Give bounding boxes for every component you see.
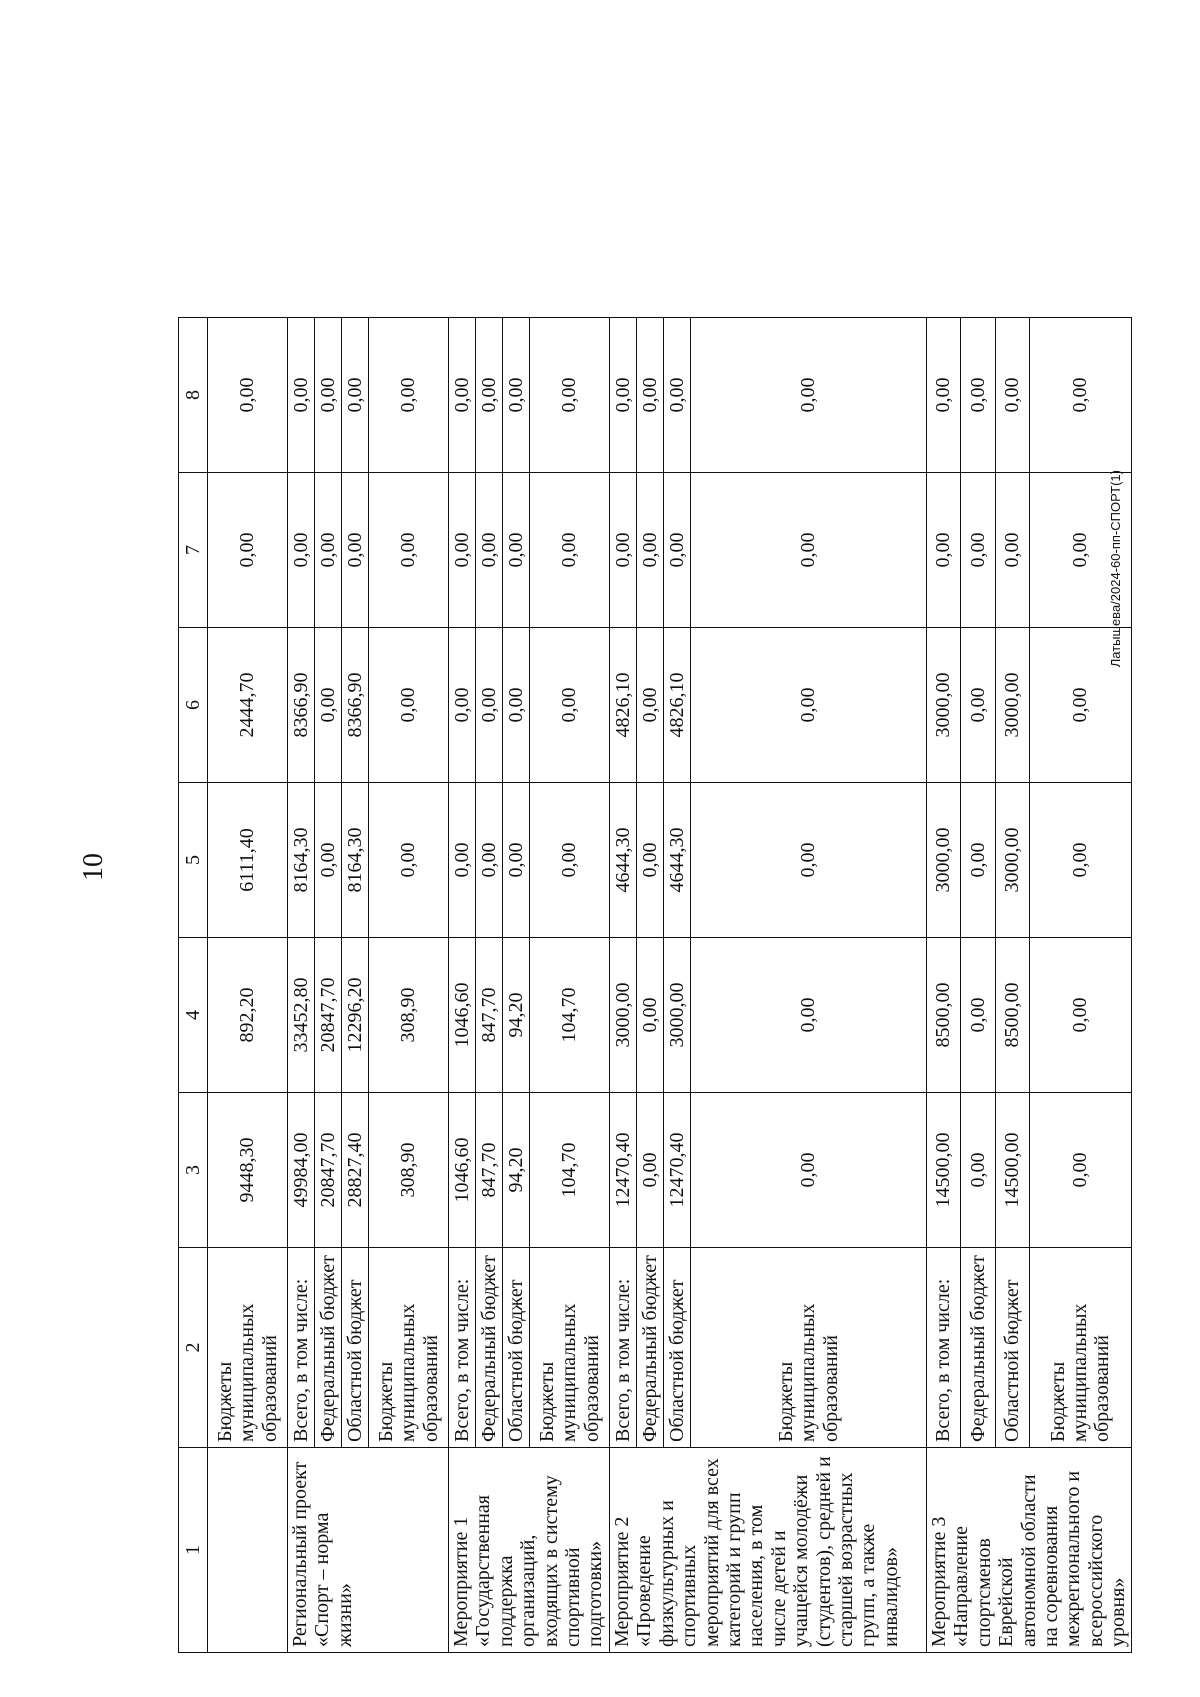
- amount-cell: 0,00: [691, 1093, 927, 1248]
- footer-doc-id: Латышева/2024-60-пп-СПОРТ(1): [1108, 470, 1123, 668]
- amount-cell: 0,00: [691, 473, 927, 628]
- amount-cell: 0,00: [664, 473, 691, 628]
- amount-cell: 0,00: [961, 938, 995, 1093]
- amount-cell: 0,00: [961, 473, 995, 628]
- amount-cell: 0,00: [369, 628, 449, 783]
- amount-cell: 0,00: [664, 318, 691, 473]
- amount-cell: 0,00: [530, 783, 610, 938]
- column-header: 1: [179, 1448, 208, 1653]
- column-header: 4: [179, 938, 208, 1093]
- column-header: 3: [179, 1093, 208, 1248]
- funding-source: Бюджеты муниципальных образований: [691, 1248, 927, 1448]
- amount-cell: 8500,00: [927, 938, 961, 1093]
- amount-cell: 12470,40: [610, 1093, 637, 1248]
- column-header: 5: [179, 783, 208, 938]
- amount-cell: 3000,00: [610, 938, 637, 1093]
- amount-cell: 0,00: [369, 318, 449, 473]
- funding-source: Всего, в том числе:: [449, 1248, 476, 1448]
- amount-cell: 12296,20: [342, 938, 369, 1093]
- amount-cell: 0,00: [503, 628, 530, 783]
- amount-cell: 94,20: [503, 938, 530, 1093]
- group-label: Мероприятие 3 «Направление спортсменов Еврейской автономной области на соревнования межрегионального и всероссийского уровня»: [928, 1470, 1130, 1647]
- amount-cell: 0,00: [637, 473, 664, 628]
- amount-cell: 0,00: [530, 318, 610, 473]
- amount-cell: 4644,30: [610, 783, 637, 938]
- amount-cell: 0,00: [342, 473, 369, 628]
- amount-cell: 0,00: [315, 473, 342, 628]
- amount-cell: 0,00: [637, 783, 664, 938]
- amount-cell: 3000,00: [995, 783, 1029, 938]
- amount-cell: 0,00: [1029, 318, 1131, 473]
- amount-cell: 0,00: [449, 628, 476, 783]
- amount-cell: 4644,30: [664, 783, 691, 938]
- amount-cell: 0,00: [637, 628, 664, 783]
- amount-cell: 0,00: [1029, 938, 1131, 1093]
- header-row: [179, 318, 208, 1653]
- amount-cell: 33452,80: [288, 938, 315, 1093]
- amount-cell: 0,00: [208, 473, 288, 628]
- group-label: Мероприятие 2 «Проведение физкультурных и спортивных мероприятий для всех категорий и групп населения, в том числе детей и учащейся молодёжи (студентов), средней и старшей возрастных групп, а также инвалидов»: [611, 1456, 902, 1647]
- amount-cell: 0,00: [369, 783, 449, 938]
- amount-cell: 308,90: [369, 938, 449, 1093]
- amount-cell: 0,00: [637, 938, 664, 1093]
- amount-cell: 0,00: [449, 783, 476, 938]
- funding-source: Всего, в том числе:: [927, 1248, 961, 1448]
- amount-cell: 0,00: [995, 473, 1029, 628]
- amount-cell: 0,00: [449, 473, 476, 628]
- amount-cell: 8366,90: [342, 628, 369, 783]
- amount-cell: 4826,10: [664, 628, 691, 783]
- amount-cell: 0,00: [315, 628, 342, 783]
- amount-cell: 20847,70: [315, 1093, 342, 1248]
- amount-cell: 0,00: [1029, 473, 1131, 628]
- amount-cell: 104,70: [530, 1093, 610, 1248]
- amount-cell: 0,00: [927, 318, 961, 473]
- amount-cell: 0,00: [342, 318, 369, 473]
- table-row: [610, 318, 637, 1653]
- amount-cell: 0,00: [961, 783, 995, 938]
- amount-cell: 9448,30: [208, 1093, 288, 1248]
- funding-source: Областной бюджет: [995, 1248, 1029, 1448]
- amount-cell: 0,00: [691, 318, 927, 473]
- budget-table: [178, 317, 1132, 1653]
- amount-cell: 0,00: [476, 318, 503, 473]
- funding-source: Всего, в том числе:: [288, 1248, 315, 1448]
- funding-source: Всего, в том числе:: [610, 1248, 637, 1448]
- amount-cell: 3000,00: [995, 628, 1029, 783]
- table-row: [449, 318, 476, 1653]
- group-label-cell: [208, 1448, 288, 1653]
- amount-cell: 0,00: [637, 1093, 664, 1248]
- column-header: 6: [179, 628, 208, 783]
- funding-source: Федеральный бюджет: [637, 1248, 664, 1448]
- amount-cell: 20847,70: [315, 938, 342, 1093]
- amount-cell: 0,00: [476, 628, 503, 783]
- amount-cell: 847,70: [476, 938, 503, 1093]
- funding-source: Областной бюджет: [664, 1248, 691, 1448]
- funding-source: Бюджеты муниципальных образований: [530, 1248, 610, 1448]
- page-number: 10: [78, 853, 109, 881]
- amount-cell: 0,00: [530, 473, 610, 628]
- amount-cell: 8500,00: [995, 938, 1029, 1093]
- amount-cell: 0,00: [691, 783, 927, 938]
- amount-cell: 308,90: [369, 1093, 449, 1248]
- group-label: Региональный проект «Спорт – норма жизни»: [289, 1461, 356, 1647]
- amount-cell: 6111,40: [208, 783, 288, 938]
- amount-cell: 0,00: [503, 318, 530, 473]
- amount-cell: 847,70: [476, 1093, 503, 1248]
- amount-cell: 0,00: [503, 473, 530, 628]
- group-label-cell: [449, 1448, 610, 1653]
- amount-cell: 0,00: [961, 318, 995, 473]
- group-label: Мероприятие 1 «Государственная поддержка организаций, входящих в систему спортивной подготовки»: [450, 1475, 607, 1647]
- amount-cell: 28827,40: [342, 1093, 369, 1248]
- amount-cell: 1046,60: [449, 1093, 476, 1248]
- amount-cell: 0,00: [476, 783, 503, 938]
- amount-cell: 3000,00: [927, 628, 961, 783]
- amount-cell: 0,00: [503, 783, 530, 938]
- amount-cell: 14500,00: [927, 1093, 961, 1248]
- amount-cell: 0,00: [449, 318, 476, 473]
- amount-cell: 0,00: [691, 938, 927, 1093]
- amount-cell: 0,00: [315, 783, 342, 938]
- amount-cell: 1046,60: [449, 938, 476, 1093]
- amount-cell: 0,00: [476, 473, 503, 628]
- amount-cell: 49984,00: [288, 1093, 315, 1248]
- amount-cell: 8366,90: [288, 628, 315, 783]
- table-row: [208, 318, 288, 1653]
- amount-cell: 0,00: [691, 628, 927, 783]
- group-label-cell: [288, 1448, 449, 1653]
- column-header: 8: [179, 318, 208, 473]
- amount-cell: 0,00: [208, 318, 288, 473]
- amount-cell: 14500,00: [995, 1093, 1029, 1248]
- amount-cell: 104,70: [530, 938, 610, 1093]
- amount-cell: 0,00: [1029, 1093, 1131, 1248]
- amount-cell: 8164,30: [288, 783, 315, 938]
- funding-source: Федеральный бюджет: [315, 1248, 342, 1448]
- amount-cell: 892,20: [208, 938, 288, 1093]
- column-header: 2: [179, 1248, 208, 1448]
- funding-source: Бюджеты муниципальных образований: [208, 1248, 288, 1448]
- amount-cell: 0,00: [610, 473, 637, 628]
- funding-source: Федеральный бюджет: [961, 1248, 995, 1448]
- amount-cell: 0,00: [637, 318, 664, 473]
- amount-cell: 0,00: [288, 473, 315, 628]
- amount-cell: 0,00: [315, 318, 342, 473]
- amount-cell: 12470,40: [664, 1093, 691, 1248]
- amount-cell: 94,20: [503, 1093, 530, 1248]
- table-row: [288, 318, 315, 1653]
- funding-source: Областной бюджет: [503, 1248, 530, 1448]
- amount-cell: 0,00: [369, 473, 449, 628]
- amount-cell: 4826,10: [610, 628, 637, 783]
- group-label-cell: [610, 1448, 927, 1653]
- amount-cell: 0,00: [927, 473, 961, 628]
- column-header: 7: [179, 473, 208, 628]
- amount-cell: 0,00: [610, 318, 637, 473]
- amount-cell: 3000,00: [664, 938, 691, 1093]
- group-label-cell: [927, 1448, 1132, 1653]
- amount-cell: 0,00: [288, 318, 315, 473]
- funding-source: Федеральный бюджет: [476, 1248, 503, 1448]
- amount-cell: 0,00: [961, 1093, 995, 1248]
- amount-cell: 0,00: [1029, 783, 1131, 938]
- funding-source: Бюджеты муниципальных образований: [1029, 1248, 1131, 1448]
- funding-source: Бюджеты муниципальных образований: [369, 1248, 449, 1448]
- amount-cell: 0,00: [530, 628, 610, 783]
- amount-cell: 0,00: [961, 628, 995, 783]
- amount-cell: 8164,30: [342, 783, 369, 938]
- amount-cell: 3000,00: [927, 783, 961, 938]
- table-row: [927, 318, 961, 1653]
- amount-cell: 0,00: [995, 318, 1029, 473]
- amount-cell: 0,00: [1029, 628, 1131, 783]
- funding-source: Областной бюджет: [342, 1248, 369, 1448]
- amount-cell: 2444,70: [208, 628, 288, 783]
